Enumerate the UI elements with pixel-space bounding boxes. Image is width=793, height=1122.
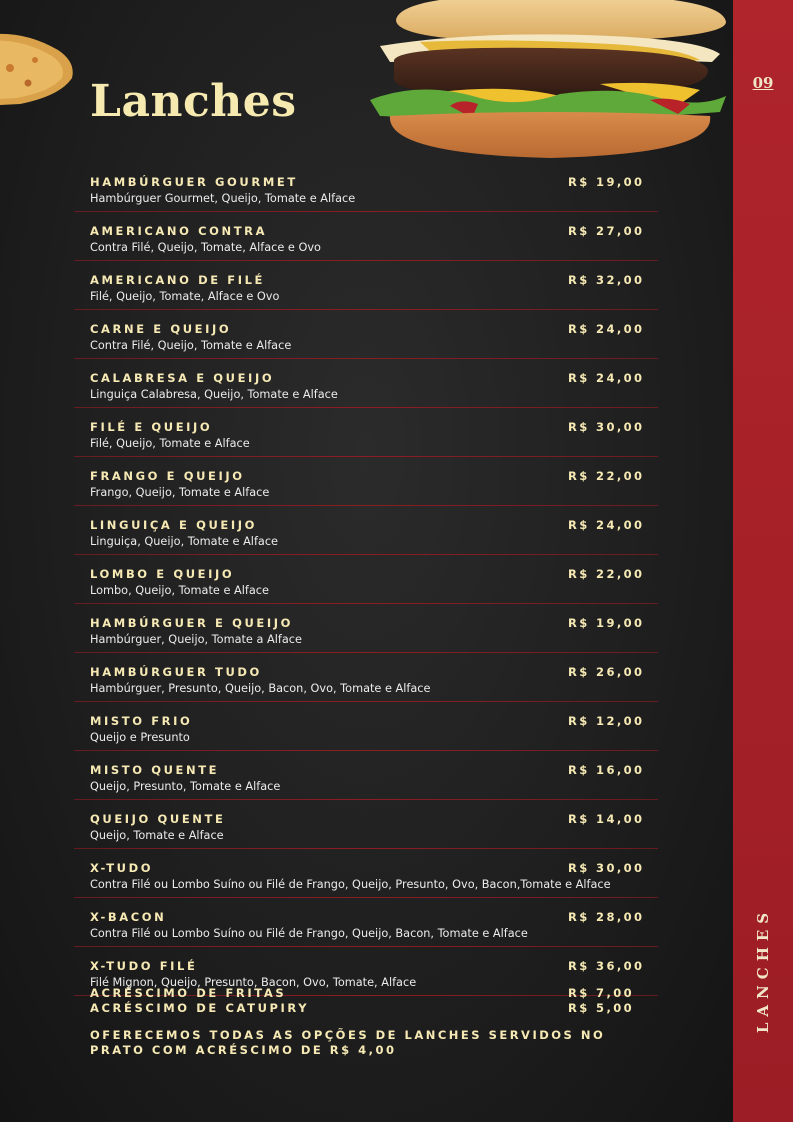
section-sidebar (733, 0, 793, 1122)
extra-name: ACRÉSCIMO DE FRITAS (90, 986, 287, 1000)
item-name: HAMBÚRGUER TUDO (90, 665, 262, 679)
menu-item (90, 907, 656, 946)
item-name: FRANGO E QUEIJO (90, 469, 245, 483)
item-price: R$ 19,00 (568, 175, 645, 189)
menu-item (90, 172, 656, 211)
burger-image (360, 0, 732, 162)
item-description: Queijo e Presunto (90, 731, 190, 744)
item-price: R$ 26,00 (568, 665, 645, 679)
item-name: AMERICANO DE FILÉ (90, 273, 266, 287)
item-name: QUEIJO QUENTE (90, 812, 226, 826)
item-price: R$ 12,00 (568, 714, 645, 728)
item-description: Queijo, Tomate e Alface (90, 829, 224, 842)
menu-item (90, 368, 656, 407)
item-price: R$ 24,00 (568, 518, 645, 532)
item-price: R$ 19,00 (568, 616, 645, 630)
divider (74, 750, 658, 751)
extra-item (90, 986, 656, 1001)
item-name: MISTO QUENTE (90, 763, 220, 777)
divider (74, 603, 658, 604)
page-title: Lanches (90, 76, 297, 127)
item-name: HAMBÚRGUER E QUEIJO (90, 616, 293, 630)
divider (74, 897, 658, 898)
item-price: R$ 36,00 (568, 959, 645, 973)
item-name: HAMBÚRGUER GOURMET (90, 175, 298, 189)
item-price: R$ 32,00 (568, 273, 645, 287)
divider (74, 309, 658, 310)
item-price: R$ 28,00 (568, 910, 645, 924)
item-name: CARNE E QUEIJO (90, 322, 232, 336)
extras-list (90, 986, 656, 1016)
item-name: MISTO FRIO (90, 714, 193, 728)
item-price: R$ 24,00 (568, 322, 645, 336)
item-price: R$ 22,00 (568, 469, 645, 483)
item-description: Filé Mignon, Queijo, Presunto, Bacon, Ovo, Tomate, Alface (90, 976, 417, 989)
divider (74, 799, 658, 800)
extra-price: R$ 7,00 (568, 986, 635, 1000)
item-description: Frango, Queijo, Tomate e Alface (90, 486, 270, 499)
divider (74, 946, 658, 947)
item-description: Filé, Queijo, Tomate e Alface (90, 437, 250, 450)
menu-item (90, 466, 656, 505)
divider (74, 701, 658, 702)
divider (74, 652, 658, 653)
item-description: Contra Filé, Queijo, Tomate e Alface (90, 339, 292, 352)
menu-item (90, 858, 656, 897)
menu-list (90, 172, 656, 1005)
menu-item (90, 809, 656, 848)
item-price: R$ 30,00 (568, 861, 645, 875)
item-description: Contra Filé ou Lombo Suíno ou Filé de Frango, Queijo, Presunto, Ovo, Bacon,Tomate e Alface (90, 878, 611, 891)
menu-item (90, 515, 656, 554)
menu-item (90, 417, 656, 456)
item-description: Queijo, Presunto, Tomate e Alface (90, 780, 281, 793)
item-price: R$ 14,00 (568, 812, 645, 826)
item-name: X-TUDO FILÉ (90, 959, 198, 973)
divider (74, 456, 658, 457)
item-name: FILÉ E QUEIJO (90, 420, 213, 434)
item-price: R$ 22,00 (568, 567, 645, 581)
item-price: R$ 27,00 (568, 224, 645, 238)
divider (74, 505, 658, 506)
section-label: LANCHES (754, 906, 772, 1034)
menu-item (90, 270, 656, 309)
divider (74, 358, 658, 359)
extra-item (90, 1001, 656, 1016)
extra-price: R$ 5,00 (568, 1001, 635, 1015)
divider (74, 407, 658, 408)
divider (74, 848, 658, 849)
menu-item (90, 711, 656, 750)
item-description: Hambúrguer Gourmet, Queijo, Tomate e Alface (90, 192, 356, 205)
item-description: Contra Filé, Queijo, Tomate, Alface e Ovo (90, 241, 321, 254)
item-name: X-BACON (90, 910, 167, 924)
item-name: X-TUDO (90, 861, 154, 875)
item-name: LOMBO E QUEIJO (90, 567, 235, 581)
menu-item (90, 760, 656, 799)
serving-note: OFERECEMOS TODAS AS OPÇÕES DE LANCHES SERVIDOS NO PRATO COM ACRÉSCIMO DE R$ 4,00 (90, 1028, 606, 1057)
item-price: R$ 24,00 (568, 371, 645, 385)
menu-item (90, 613, 656, 652)
divider (74, 260, 658, 261)
item-description: Hambúrguer, Queijo, Tomate a Alface (90, 633, 302, 646)
menu-item (90, 319, 656, 358)
item-description: Lombo, Queijo, Tomate e Alface (90, 584, 269, 597)
item-description: Filé, Queijo, Tomate, Alface e Ovo (90, 290, 280, 303)
item-description: Linguiça Calabresa, Queijo, Tomate e Alface (90, 388, 338, 401)
pizza-slice-image (0, 28, 84, 106)
menu-item (90, 564, 656, 603)
menu-item (90, 662, 656, 701)
item-name: AMERICANO CONTRA (90, 224, 268, 238)
menu-item (90, 221, 656, 260)
item-name: CALABRESA E QUEIJO (90, 371, 275, 385)
item-price: R$ 16,00 (568, 763, 645, 777)
page-number: 09 (752, 74, 774, 92)
divider (74, 211, 658, 212)
item-description: Hambúrguer, Presunto, Queijo, Bacon, Ovo, Tomate e Alface (90, 682, 431, 695)
item-description: Contra Filé ou Lombo Suíno ou Filé de Frango, Queijo, Bacon, Tomate e Alface (90, 927, 528, 940)
item-description: Linguiça, Queijo, Tomate e Alface (90, 535, 279, 548)
extra-name: ACRÉSCIMO DE CATUPIRY (90, 1001, 310, 1015)
item-name: LINGUIÇA E QUEIJO (90, 518, 257, 532)
item-price: R$ 30,00 (568, 420, 645, 434)
divider (74, 554, 658, 555)
